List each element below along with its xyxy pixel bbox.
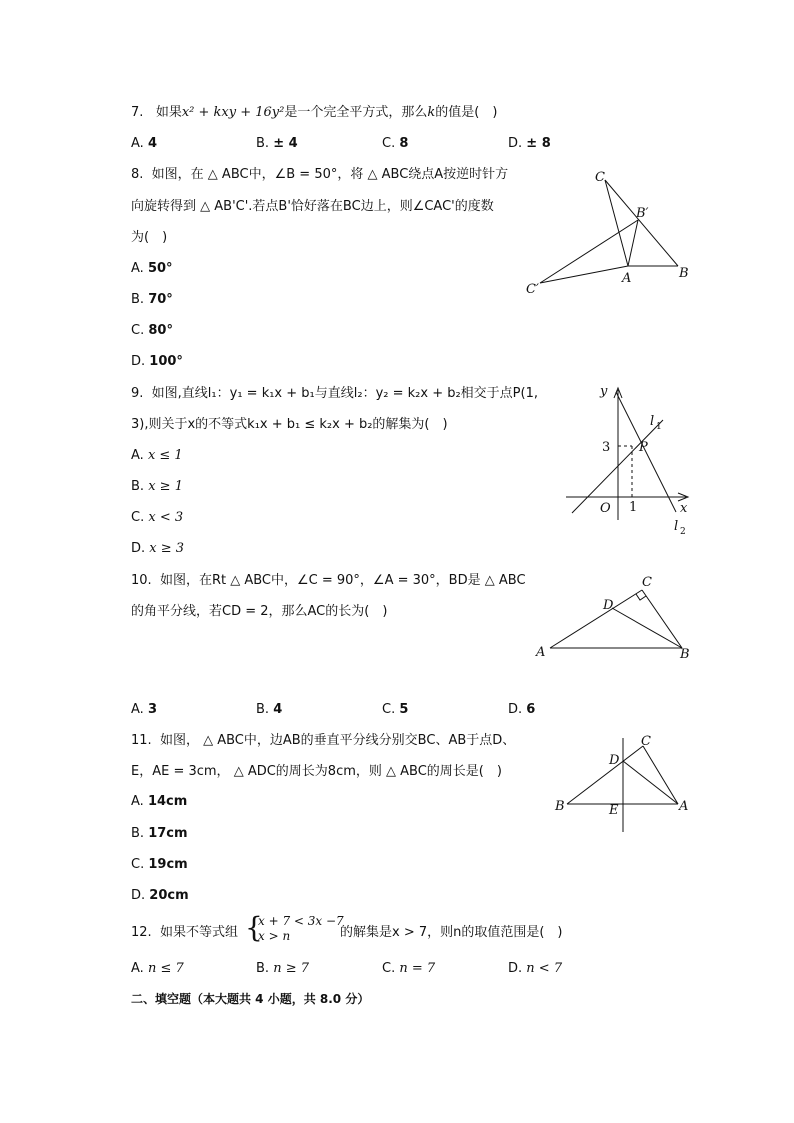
q9-line1-text: 如图,直线l₁：y₁ = k₁x + b₁与直线l₂：y₂ = k₂x + b₂相交于点P(1, bbox=[151, 386, 538, 401]
q10-line1 bbox=[131, 572, 526, 590]
q9-option-a[interactable]: A. x ≤ 1 bbox=[131, 448, 183, 463]
q11-seg-BC bbox=[567, 746, 643, 804]
q7-text-b: 是一个完全平方式，那么 bbox=[284, 105, 428, 120]
q10-label-A: A bbox=[536, 645, 546, 660]
q9-label-l2: l bbox=[674, 519, 679, 534]
q11-label-E: E bbox=[609, 803, 619, 818]
q7-text-a: 如果 bbox=[155, 105, 182, 120]
q11-label-A: A bbox=[679, 799, 689, 814]
q9-label-y: y bbox=[600, 384, 608, 399]
q9-label-l1: l bbox=[650, 414, 655, 429]
q10-option-d[interactable]: D. 6 bbox=[508, 702, 536, 717]
q8-option-d[interactable]: D. 100° bbox=[131, 354, 183, 369]
q9-number: 9. bbox=[131, 386, 144, 401]
q8-label-C: C bbox=[595, 170, 605, 185]
q9-label-l1-sub: 1 bbox=[656, 422, 662, 432]
q7-var: k bbox=[427, 105, 436, 120]
q7-text-c: 的值是( ) bbox=[435, 105, 498, 120]
q11-seg-DA bbox=[623, 761, 678, 804]
q7-option-a[interactable]: A. 4 bbox=[131, 136, 157, 151]
q10-seg-CB bbox=[642, 590, 682, 648]
q9-option-b[interactable]: B. x ≥ 1 bbox=[131, 479, 183, 494]
q12-option-a[interactable]: A. n ≤ 7 bbox=[131, 961, 184, 976]
q10-seg-AC bbox=[550, 590, 642, 648]
q12-text-a: 如果不等式组 bbox=[159, 925, 238, 940]
q9-label-x: x bbox=[680, 501, 688, 516]
q9-figure bbox=[558, 380, 698, 540]
q8-number: 8. bbox=[131, 167, 144, 182]
q8-seg-CB bbox=[605, 180, 678, 266]
q7-option-d[interactable]: D. ± 8 bbox=[508, 136, 551, 151]
q8-label-Bp: B′ bbox=[636, 206, 649, 221]
q7-stem bbox=[131, 104, 497, 122]
q8-line1-text: 如图，在 △ ABC中，∠B = 50°，将 △ ABC绕点A按逆时针方 bbox=[151, 167, 509, 182]
q10-option-a[interactable]: A. 3 bbox=[131, 702, 157, 717]
q10-label-D: D bbox=[603, 598, 614, 613]
q8-option-c[interactable]: C. 80° bbox=[131, 323, 173, 338]
q10-label-B: B bbox=[680, 647, 690, 662]
q10-right-angle bbox=[636, 594, 646, 600]
q8-seg-AB-prime bbox=[628, 220, 638, 266]
q12-brace: { bbox=[245, 911, 263, 944]
q11-figure bbox=[545, 730, 700, 840]
q10-label-C: C bbox=[642, 575, 652, 590]
q10-line2: 的角平分线，若CD = 2，那么AC的长为( ) bbox=[131, 604, 388, 619]
q11-line1-text: 如图， △ ABC中，边AB的垂直平分线分别交BC、AB于点D、 bbox=[159, 733, 516, 748]
q12-number: 12. bbox=[131, 925, 152, 940]
q8-line3: 为( ) bbox=[131, 230, 168, 245]
q8-figure bbox=[520, 165, 700, 300]
q12-option-d[interactable]: D. n < 7 bbox=[508, 961, 563, 976]
q12-option-b[interactable]: B. n ≥ 7 bbox=[256, 961, 310, 976]
q10-line1-text: 如图，在Rt △ ABC中，∠C = 90°，∠A = 30°，BD是 △ ABC bbox=[159, 573, 526, 588]
q11-line1 bbox=[131, 732, 515, 750]
q11-option-d[interactable]: D. 20cm bbox=[131, 888, 189, 903]
q9-option-c[interactable]: C. x < 3 bbox=[131, 510, 184, 525]
q9-label-1: 1 bbox=[629, 500, 638, 515]
q8-option-b[interactable]: B. 70° bbox=[131, 292, 173, 307]
q12-text-b: 的解集是x > 7，则n的取值范围是( ) bbox=[340, 925, 563, 940]
q12-system-eq1: x + 7 < 3x −7 bbox=[258, 914, 344, 928]
q9-label-3: 3 bbox=[602, 440, 611, 455]
q12-system-eq2: x > n bbox=[258, 929, 291, 943]
q11-label-D: D bbox=[609, 753, 620, 768]
section2-heading: 二、填空题（本大题共 4 小题，共 8.0 分） bbox=[131, 992, 370, 1006]
q9-line1 bbox=[131, 385, 538, 403]
q11-seg-CA bbox=[643, 746, 678, 804]
q10-number: 10. bbox=[131, 573, 152, 588]
q7-expr: x² + kxy + 16y² bbox=[181, 105, 285, 120]
q11-line2: E，AE = 3cm， △ ADC的周长为8cm，则 △ ABC的周长是( ) bbox=[131, 764, 502, 779]
q9-option-d[interactable]: D. x ≥ 3 bbox=[131, 541, 185, 556]
q9-label-l2-sub: 2 bbox=[680, 527, 686, 537]
q11-option-a[interactable]: A. 14cm bbox=[131, 794, 188, 809]
q9-label-P: P bbox=[639, 440, 648, 455]
q8-line1 bbox=[131, 166, 508, 184]
q7-option-b[interactable]: B. ± 4 bbox=[256, 136, 298, 151]
q11-number: 11. bbox=[131, 733, 152, 748]
q11-option-b[interactable]: B. 17cm bbox=[131, 826, 188, 841]
q8-line2: 向旋转得到 △ AB'C'.若点B'恰好落在BC边上，则∠CAC'的度数 bbox=[131, 199, 494, 214]
q12-option-c[interactable]: C. n = 7 bbox=[382, 961, 436, 976]
q7-number: 7. bbox=[131, 105, 144, 120]
q9-label-O: O bbox=[600, 501, 611, 516]
q10-seg-BD bbox=[612, 608, 682, 648]
q8-label-A: A bbox=[622, 271, 632, 286]
q11-label-C: C bbox=[641, 734, 651, 749]
q8-label-Cp: C′ bbox=[526, 282, 539, 297]
q9-line2: 3),则关于x的不等式k₁x + b₁ ≤ k₂x + b₂的解集为( ) bbox=[131, 417, 448, 432]
q11-option-c[interactable]: C. 19cm bbox=[131, 857, 188, 872]
q12-stem bbox=[131, 924, 238, 942]
q10-option-c[interactable]: C. 5 bbox=[382, 702, 409, 717]
q11-label-B: B bbox=[555, 799, 565, 814]
q8-label-B: B bbox=[679, 266, 689, 281]
q10-figure bbox=[530, 570, 700, 665]
q7-option-c[interactable]: C. 8 bbox=[382, 136, 409, 151]
q8-option-a[interactable]: A. 50° bbox=[131, 261, 173, 276]
q10-option-b[interactable]: B. 4 bbox=[256, 702, 283, 717]
